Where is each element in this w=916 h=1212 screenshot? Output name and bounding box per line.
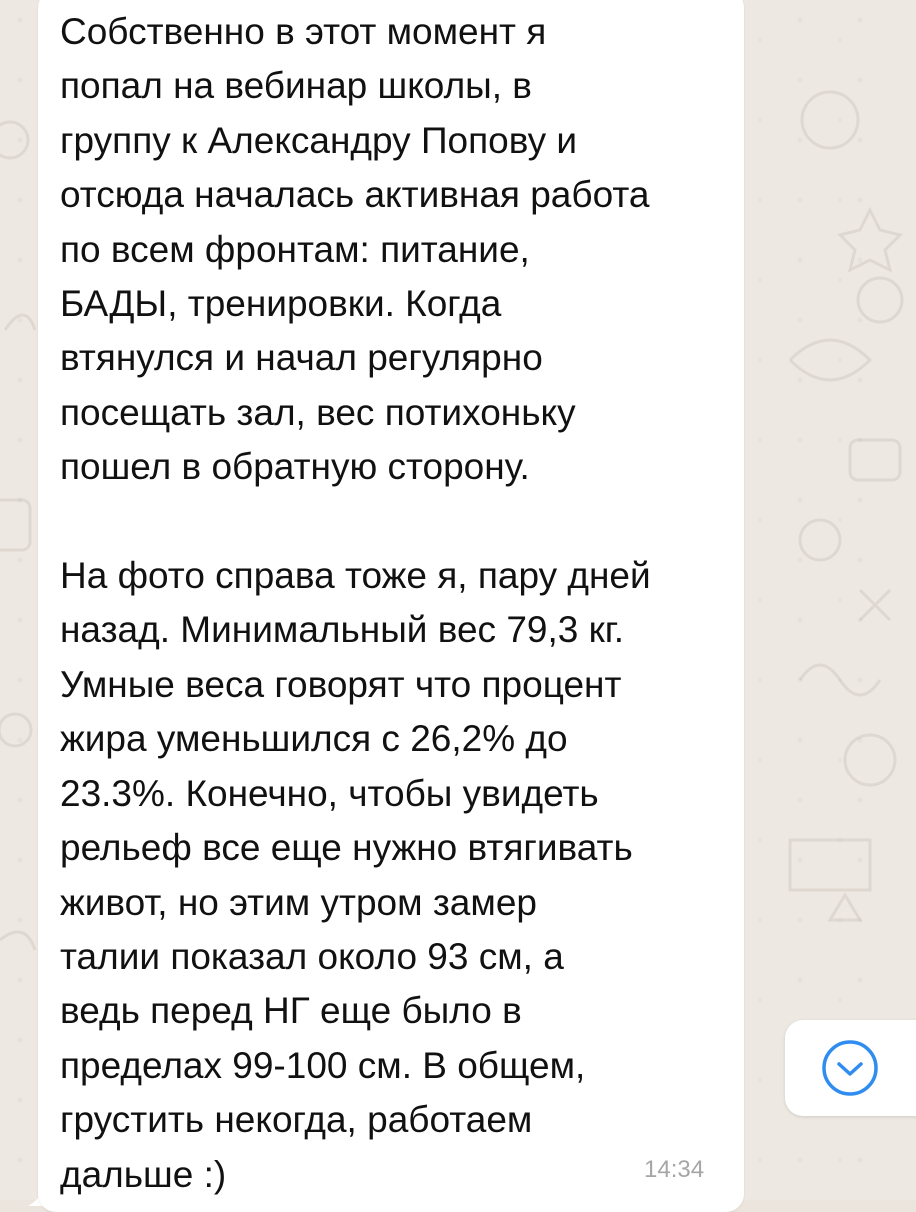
message-paragraph-1: Собственно в этот момент я попал на вебинар школы, в группу к Александру Попову и отсюда началась активная работа по всем фронтам: питание, БАДЫ, тренировки. Когда втянулся и начал регулярно посещать зал, вес потихоньку пошел в обратную сторону.	[60, 11, 650, 488]
message-paragraph-2: На фото справа тоже я, пару дней назад. Минимальный вес 79,3 кг. Умные веса говорят что процент жира уменьшился с 26,2% до 23.3%. Конечно, чтобы увидеть рельеф все еще нужно втягивать живот, но этим утром замер талии показал около 93 см, а ведь перед НГ еще было в пределах 99-100 см. В общем, грустить некогда, работаем дальше :)	[60, 555, 651, 1195]
wallpaper-doodles-icon	[760, 60, 910, 960]
scroll-to-bottom-button[interactable]	[785, 1020, 916, 1116]
message-text	[60, 5, 732, 1202]
chevron-down-circle-icon	[821, 1039, 879, 1097]
wallpaper-doodles-left-icon	[0, 80, 40, 1180]
message-timestamp: 14:34	[644, 1156, 705, 1183]
